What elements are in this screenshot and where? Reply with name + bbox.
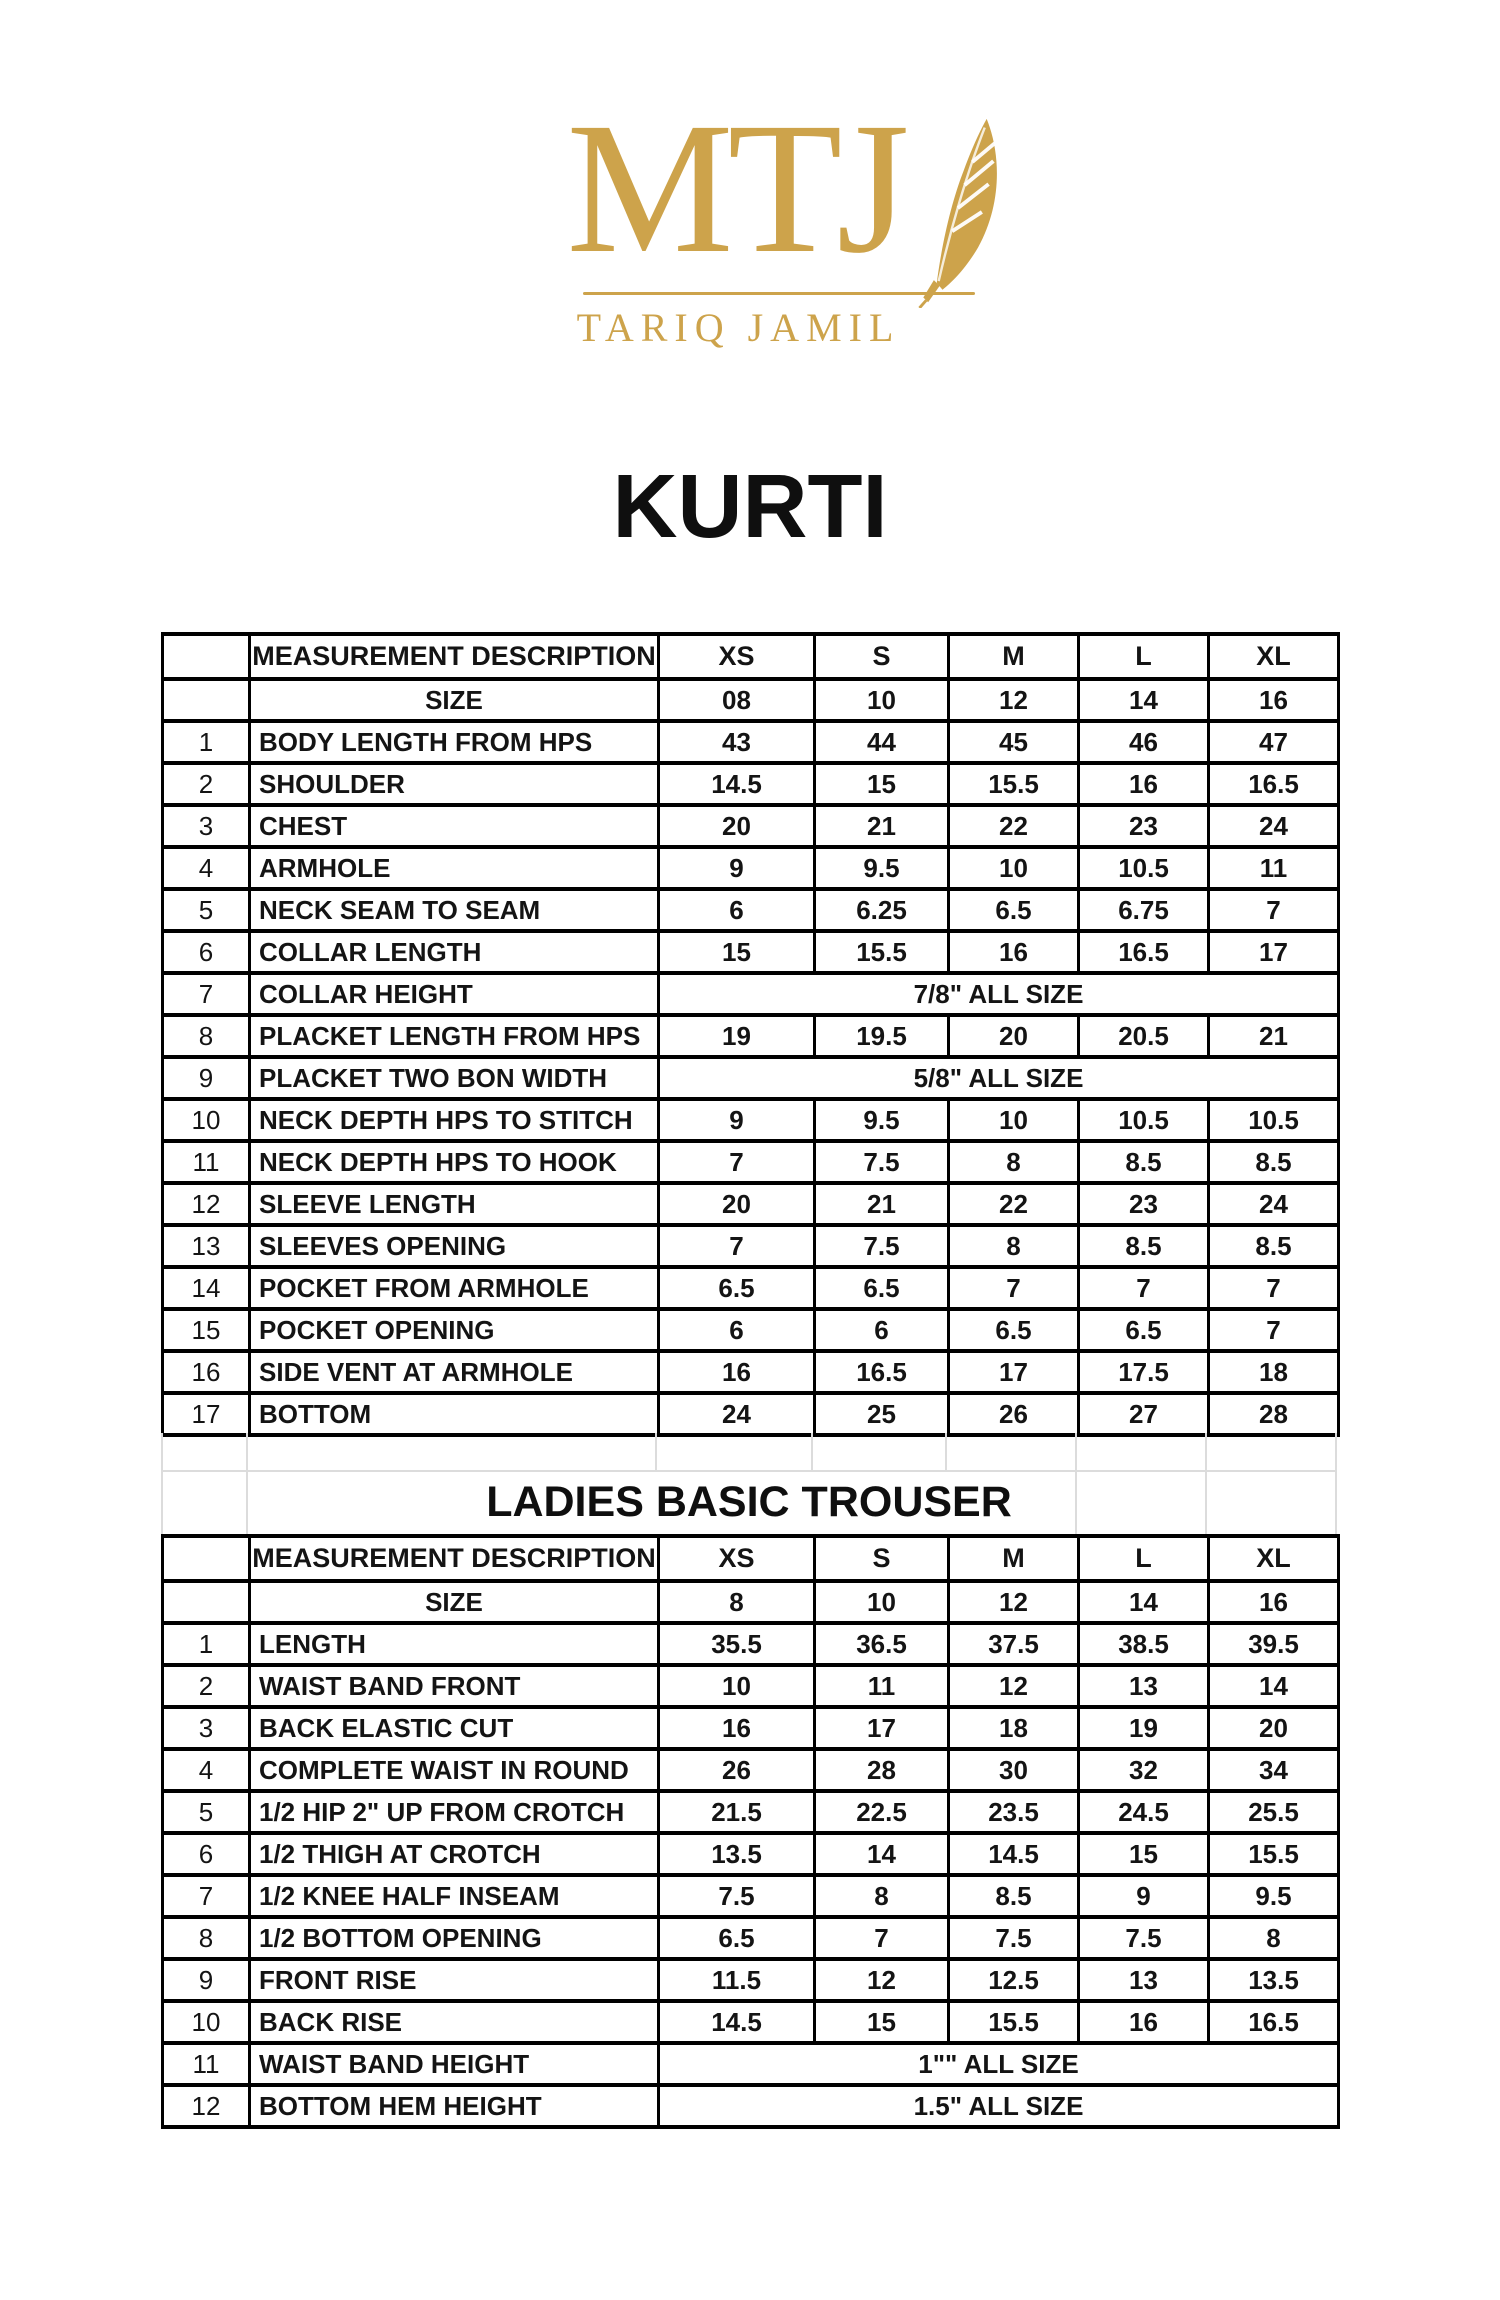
- table-row: [163, 1917, 1339, 1959]
- table-row: [163, 2085, 1339, 2127]
- value-cell: 10.5: [1079, 1099, 1209, 1141]
- column-header-size: S: [815, 1536, 949, 1581]
- value-cell: 14.5: [659, 2001, 815, 2043]
- row-number-cell: 6: [163, 1833, 250, 1875]
- measurement-label-cell: 1/2 HIP 2" UP FROM CROTCH: [250, 1791, 659, 1833]
- value-cell: 14: [1209, 1665, 1339, 1707]
- value-cell: 17: [949, 1351, 1079, 1393]
- value-cell: 15: [815, 2001, 949, 2043]
- column-header-size: XL: [1209, 1536, 1339, 1581]
- value-cell: 15: [815, 763, 949, 805]
- measurement-label-cell: COMPLETE WAIST IN ROUND: [250, 1749, 659, 1791]
- value-cell: 9.5: [815, 847, 949, 889]
- corner-cell: [163, 1581, 250, 1623]
- value-cell: 7.5: [1079, 1917, 1209, 1959]
- value-cell: 20: [659, 805, 815, 847]
- value-cell: 24: [659, 1393, 815, 1435]
- value-cell: 6: [659, 1309, 815, 1351]
- row-number-cell: 7: [163, 1875, 250, 1917]
- row-number-cell: 2: [163, 1665, 250, 1707]
- value-cell: 13: [1079, 1959, 1209, 2001]
- value-cell: 25: [815, 1393, 949, 1435]
- row-number-cell: 6: [163, 931, 250, 973]
- value-cell: 16.5: [1209, 2001, 1339, 2043]
- trouser-size-table: [161, 1534, 1340, 2129]
- value-cell: 19.5: [815, 1015, 949, 1057]
- row-number-cell: 9: [163, 1959, 250, 2001]
- value-cell: 22: [949, 805, 1079, 847]
- value-cell: 7: [659, 1225, 815, 1267]
- value-cell: 8.5: [1209, 1141, 1339, 1183]
- size-row-value: 12: [949, 679, 1079, 721]
- value-cell: 7: [1209, 889, 1339, 931]
- measurement-label-cell: BOTTOM: [250, 1393, 659, 1435]
- measurement-label-cell: POCKET FROM ARMHOLE: [250, 1267, 659, 1309]
- value-cell: 25.5: [1209, 1791, 1339, 1833]
- value-cell: 12.5: [949, 1959, 1079, 2001]
- value-cell: 21.5: [659, 1791, 815, 1833]
- value-cell: 39.5: [1209, 1623, 1339, 1665]
- value-cell: 16: [659, 1351, 815, 1393]
- value-cell: 44: [815, 721, 949, 763]
- measurement-label-cell: LENGTH: [250, 1623, 659, 1665]
- size-row-value: 14: [1079, 1581, 1209, 1623]
- measurement-label-cell: SLEEVE LENGTH: [250, 1183, 659, 1225]
- value-cell: 27: [1079, 1393, 1209, 1435]
- value-cell: 10.5: [1079, 847, 1209, 889]
- value-cell: 26: [949, 1393, 1079, 1435]
- value-cell: 47: [1209, 721, 1339, 763]
- column-header-row: [163, 634, 1339, 679]
- size-row-value: 10: [815, 1581, 949, 1623]
- value-cell: 16.5: [815, 1351, 949, 1393]
- value-cell: 11.5: [659, 1959, 815, 2001]
- row-number-cell: 7: [163, 973, 250, 1015]
- column-header-size: M: [949, 1536, 1079, 1581]
- value-cell: 24: [1209, 805, 1339, 847]
- value-cell: 7: [1209, 1267, 1339, 1309]
- table-row: [163, 1833, 1339, 1875]
- value-cell: 18: [949, 1707, 1079, 1749]
- measurement-label-cell: WAIST BAND FRONT: [250, 1665, 659, 1707]
- value-cell: 35.5: [659, 1623, 815, 1665]
- measurement-label-cell: 1/2 BOTTOM OPENING: [250, 1917, 659, 1959]
- spreadsheet-gap-row: [161, 1433, 1337, 1472]
- value-cell: 46: [1079, 721, 1209, 763]
- value-cell: 26: [659, 1749, 815, 1791]
- size-row: [163, 679, 1339, 721]
- size-row-label: SIZE: [250, 679, 659, 721]
- measurement-label-cell: BACK ELASTIC CUT: [250, 1707, 659, 1749]
- row-number-cell: 10: [163, 1099, 250, 1141]
- merged-value-cell: 1"" ALL SIZE: [659, 2043, 1339, 2085]
- value-cell: 6.25: [815, 889, 949, 931]
- table-row: [163, 931, 1339, 973]
- value-cell: 21: [1209, 1015, 1339, 1057]
- measurement-label-cell: PLACKET LENGTH FROM HPS: [250, 1015, 659, 1057]
- value-cell: 6.5: [815, 1267, 949, 1309]
- value-cell: 16: [1079, 763, 1209, 805]
- value-cell: 15.5: [815, 931, 949, 973]
- value-cell: 23.5: [949, 1791, 1079, 1833]
- row-number-cell: 1: [163, 1623, 250, 1665]
- size-row-value: 12: [949, 1581, 1079, 1623]
- size-row-value: 10: [815, 679, 949, 721]
- value-cell: 9.5: [815, 1099, 949, 1141]
- row-number-cell: 3: [163, 1707, 250, 1749]
- size-row-value: 08: [659, 679, 815, 721]
- value-cell: 13.5: [659, 1833, 815, 1875]
- value-cell: 9: [659, 847, 815, 889]
- value-cell: 7: [1209, 1309, 1339, 1351]
- table-row: [163, 1791, 1339, 1833]
- page-title: KURTI: [612, 457, 888, 557]
- value-cell: 8.5: [949, 1875, 1079, 1917]
- value-cell: 16: [1079, 2001, 1209, 2043]
- value-cell: 11: [815, 1665, 949, 1707]
- value-cell: 6.5: [949, 1309, 1079, 1351]
- value-cell: 21: [815, 1183, 949, 1225]
- brand-wordmark: TARIQ JAMIL: [576, 305, 901, 350]
- size-row-label: SIZE: [250, 1581, 659, 1623]
- brand-monogram: MTJ: [566, 83, 904, 292]
- value-cell: 28: [815, 1749, 949, 1791]
- value-cell: 18: [1209, 1351, 1339, 1393]
- value-cell: 37.5: [949, 1623, 1079, 1665]
- value-cell: 7: [659, 1141, 815, 1183]
- measurement-label-cell: SIDE VENT AT ARMHOLE: [250, 1351, 659, 1393]
- value-cell: 16: [659, 1707, 815, 1749]
- column-header-size: XS: [659, 634, 815, 679]
- row-number-cell: 8: [163, 1015, 250, 1057]
- row-number-cell: 5: [163, 889, 250, 931]
- table-row: [163, 1309, 1339, 1351]
- table-row: [163, 2043, 1339, 2085]
- column-header-row: [163, 1536, 1339, 1581]
- table-row: [163, 1351, 1339, 1393]
- brand-header: [0, 0, 1500, 400]
- value-cell: 15: [659, 931, 815, 973]
- table-row: [163, 763, 1339, 805]
- value-cell: 7.5: [815, 1225, 949, 1267]
- merged-value-cell: 5/8" ALL SIZE: [659, 1057, 1339, 1099]
- table-row: [163, 1393, 1339, 1435]
- value-cell: 11: [1209, 847, 1339, 889]
- value-cell: 15: [1079, 1833, 1209, 1875]
- value-cell: 28: [1209, 1393, 1339, 1435]
- value-cell: 12: [949, 1665, 1079, 1707]
- measurement-label-cell: ARMHOLE: [250, 847, 659, 889]
- value-cell: 24: [1209, 1183, 1339, 1225]
- table-row: [163, 1099, 1339, 1141]
- column-header-description: MEASUREMENT DESCRIPTION: [250, 1536, 659, 1581]
- measurement-label-cell: NECK DEPTH HPS TO STITCH: [250, 1099, 659, 1141]
- column-header-size: S: [815, 634, 949, 679]
- table-row: [163, 805, 1339, 847]
- value-cell: 8.5: [1079, 1225, 1209, 1267]
- value-cell: 6: [659, 889, 815, 931]
- table-row: [163, 1015, 1339, 1057]
- value-cell: 15.5: [1209, 1833, 1339, 1875]
- measurement-label-cell: POCKET OPENING: [250, 1309, 659, 1351]
- corner-cell: [163, 1536, 250, 1581]
- value-cell: 15.5: [949, 763, 1079, 805]
- measurement-label-cell: BODY LENGTH FROM HPS: [250, 721, 659, 763]
- size-row: [163, 1581, 1339, 1623]
- table-row: [163, 721, 1339, 763]
- trouser-table-title: LADIES BASIC TROUSER: [486, 1478, 1012, 1526]
- table-row: [163, 889, 1339, 931]
- value-cell: 6.5: [1079, 1309, 1209, 1351]
- value-cell: 43: [659, 721, 815, 763]
- row-number-cell: 5: [163, 1791, 250, 1833]
- value-cell: 13: [1079, 1665, 1209, 1707]
- column-header-size: L: [1079, 1536, 1209, 1581]
- measurement-label-cell: CHEST: [250, 805, 659, 847]
- value-cell: 23: [1079, 805, 1209, 847]
- value-cell: 15.5: [949, 2001, 1079, 2043]
- measurement-label-cell: COLLAR HEIGHT: [250, 973, 659, 1015]
- measurement-label-cell: PLACKET TWO BON WIDTH: [250, 1057, 659, 1099]
- value-cell: 16: [949, 931, 1079, 973]
- value-cell: 7.5: [815, 1141, 949, 1183]
- value-cell: 20: [949, 1015, 1079, 1057]
- value-cell: 20: [1209, 1707, 1339, 1749]
- value-cell: 8: [949, 1141, 1079, 1183]
- value-cell: 22: [949, 1183, 1079, 1225]
- value-cell: 7: [815, 1917, 949, 1959]
- value-cell: 10: [659, 1665, 815, 1707]
- value-cell: 34: [1209, 1749, 1339, 1791]
- measurement-label-cell: BOTTOM HEM HEIGHT: [250, 2085, 659, 2127]
- value-cell: 24.5: [1079, 1791, 1209, 1833]
- value-cell: 10.5: [1209, 1099, 1339, 1141]
- table-row: [163, 1749, 1339, 1791]
- table-row: [163, 2001, 1339, 2043]
- row-number-cell: 2: [163, 763, 250, 805]
- value-cell: 8: [815, 1875, 949, 1917]
- value-cell: 8: [1209, 1917, 1339, 1959]
- value-cell: 36.5: [815, 1623, 949, 1665]
- corner-cell: [163, 679, 250, 721]
- measurement-label-cell: 1/2 THIGH AT CROTCH: [250, 1833, 659, 1875]
- column-header-size: L: [1079, 634, 1209, 679]
- table-row: [163, 1707, 1339, 1749]
- row-number-cell: 14: [163, 1267, 250, 1309]
- trouser-table-title-band: [161, 1472, 1337, 1534]
- merged-value-cell: 1.5" ALL SIZE: [659, 2085, 1339, 2127]
- row-number-cell: 4: [163, 847, 250, 889]
- row-number-cell: 11: [163, 1141, 250, 1183]
- table-row: [163, 1267, 1339, 1309]
- value-cell: 14.5: [949, 1833, 1079, 1875]
- measurement-label-cell: SLEEVES OPENING: [250, 1225, 659, 1267]
- row-number-cell: 1: [163, 721, 250, 763]
- value-cell: 7.5: [659, 1875, 815, 1917]
- value-cell: 9.5: [1209, 1875, 1339, 1917]
- row-number-cell: 8: [163, 1917, 250, 1959]
- value-cell: 17: [815, 1707, 949, 1749]
- value-cell: 14.5: [659, 763, 815, 805]
- value-cell: 22.5: [815, 1791, 949, 1833]
- value-cell: 20: [659, 1183, 815, 1225]
- kurti-size-table: [161, 632, 1340, 1437]
- row-number-cell: 11: [163, 2043, 250, 2085]
- measurement-label-cell: 1/2 KNEE HALF INSEAM: [250, 1875, 659, 1917]
- row-number-cell: 13: [163, 1225, 250, 1267]
- value-cell: 20.5: [1079, 1015, 1209, 1057]
- value-cell: 7.5: [949, 1917, 1079, 1959]
- table-row: [163, 1665, 1339, 1707]
- value-cell: 14: [815, 1833, 949, 1875]
- row-number-cell: 15: [163, 1309, 250, 1351]
- value-cell: 6.5: [659, 1917, 815, 1959]
- measurement-label-cell: FRONT RISE: [250, 1959, 659, 2001]
- value-cell: 16.5: [1079, 931, 1209, 973]
- value-cell: 7: [949, 1267, 1079, 1309]
- measurement-label-cell: NECK DEPTH HPS TO HOOK: [250, 1141, 659, 1183]
- table-row: [163, 973, 1339, 1015]
- value-cell: 9: [1079, 1875, 1209, 1917]
- value-cell: 6: [815, 1309, 949, 1351]
- row-number-cell: 10: [163, 2001, 250, 2043]
- table-row: [163, 1875, 1339, 1917]
- corner-cell: [163, 634, 250, 679]
- value-cell: 10: [949, 1099, 1079, 1141]
- value-cell: 19: [659, 1015, 815, 1057]
- table-row: [163, 1225, 1339, 1267]
- value-cell: 8: [949, 1225, 1079, 1267]
- row-number-cell: 16: [163, 1351, 250, 1393]
- row-number-cell: 4: [163, 1749, 250, 1791]
- column-header-size: XL: [1209, 634, 1339, 679]
- merged-value-cell: 7/8" ALL SIZE: [659, 973, 1339, 1015]
- column-header-description: MEASUREMENT DESCRIPTION: [250, 634, 659, 679]
- measurement-label-cell: BACK RISE: [250, 2001, 659, 2043]
- row-number-cell: 9: [163, 1057, 250, 1099]
- value-cell: 38.5: [1079, 1623, 1209, 1665]
- value-cell: 32: [1079, 1749, 1209, 1791]
- table-row: [163, 1183, 1339, 1225]
- value-cell: 6.5: [659, 1267, 815, 1309]
- value-cell: 45: [949, 721, 1079, 763]
- value-cell: 19: [1079, 1707, 1209, 1749]
- value-cell: 30: [949, 1749, 1079, 1791]
- row-number-cell: 3: [163, 805, 250, 847]
- value-cell: 23: [1079, 1183, 1209, 1225]
- value-cell: 7: [1079, 1267, 1209, 1309]
- value-cell: 10: [949, 847, 1079, 889]
- measurement-label-cell: COLLAR LENGTH: [250, 931, 659, 973]
- value-cell: 17: [1209, 931, 1339, 973]
- value-cell: 16.5: [1209, 763, 1339, 805]
- measurement-label-cell: NECK SEAM TO SEAM: [250, 889, 659, 931]
- table-row: [163, 1959, 1339, 2001]
- value-cell: 21: [815, 805, 949, 847]
- size-row-value: 8: [659, 1581, 815, 1623]
- value-cell: 8.5: [1079, 1141, 1209, 1183]
- value-cell: 8.5: [1209, 1225, 1339, 1267]
- value-cell: 17.5: [1079, 1351, 1209, 1393]
- table-row: [163, 847, 1339, 889]
- row-number-cell: 12: [163, 1183, 250, 1225]
- table-row: [163, 1057, 1339, 1099]
- row-number-cell: 12: [163, 2085, 250, 2127]
- size-row-value: 16: [1209, 679, 1339, 721]
- quill-feather-icon: [906, 116, 1004, 308]
- size-row-value: 14: [1079, 679, 1209, 721]
- size-row-value: 16: [1209, 1581, 1339, 1623]
- brand-divider-line: [583, 292, 975, 295]
- measurement-label-cell: WAIST BAND HEIGHT: [250, 2043, 659, 2085]
- column-header-size: XS: [659, 1536, 815, 1581]
- value-cell: 6.5: [949, 889, 1079, 931]
- value-cell: 6.75: [1079, 889, 1209, 931]
- table-row: [163, 1141, 1339, 1183]
- column-header-size: M: [949, 634, 1079, 679]
- measurement-label-cell: SHOULDER: [250, 763, 659, 805]
- value-cell: 13.5: [1209, 1959, 1339, 2001]
- table-row: [163, 1623, 1339, 1665]
- value-cell: 12: [815, 1959, 949, 2001]
- row-number-cell: 17: [163, 1393, 250, 1435]
- value-cell: 9: [659, 1099, 815, 1141]
